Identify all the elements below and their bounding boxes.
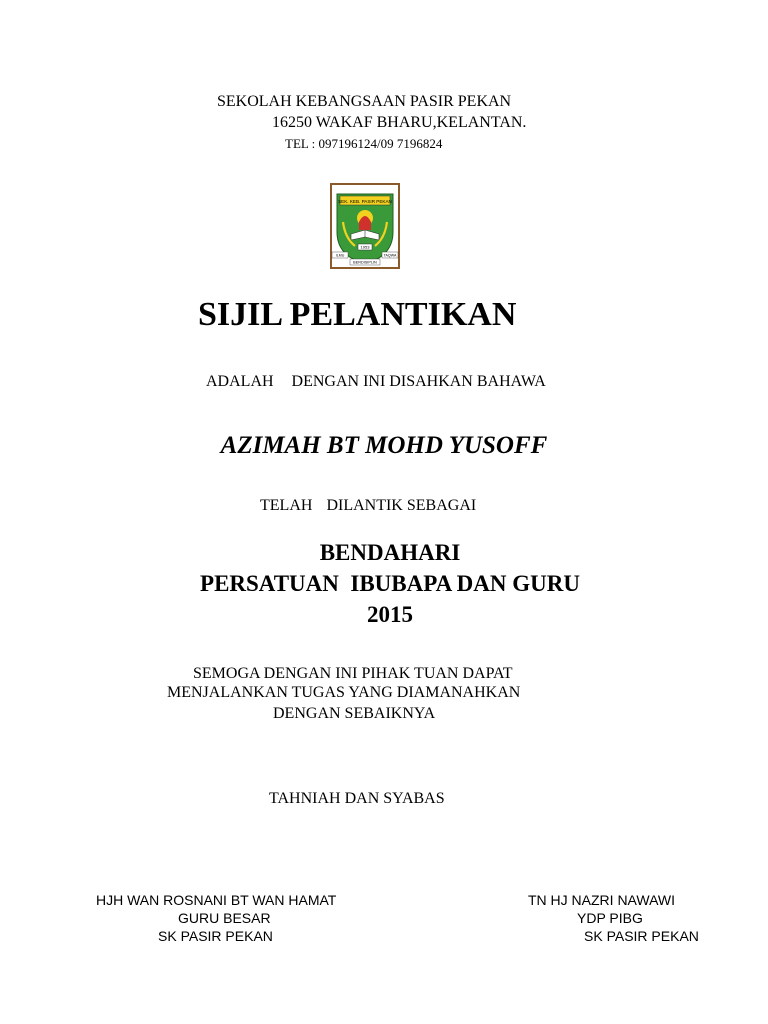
message-line-2: MENJALANKAN TUGAS YANG DIAMANAHKAN xyxy=(167,684,521,701)
crest-banner-text: SEK. KEB. PASIR PEKAN xyxy=(338,199,392,204)
position-year: 2015 xyxy=(367,602,413,627)
position-title: BENDAHARI xyxy=(319,540,461,565)
appointed-phrase: DILANTIK SEBAGAI xyxy=(326,497,477,514)
position-organization: PERSATUAN IBUBAPA DAN GURU xyxy=(200,571,580,596)
message-line-1: SEMOGA DENGAN INI PIHAK TUAN DAPAT xyxy=(193,665,513,682)
certification-statement xyxy=(206,373,546,391)
crest-year: 1953 xyxy=(360,244,370,250)
telah-word: TELAH xyxy=(260,497,313,514)
crest-right-ribbon: TAQWA xyxy=(383,253,397,258)
appointed-as-statement xyxy=(260,497,476,515)
school-address: 16250 WAKAF BHARU,KELANTAN. xyxy=(272,114,527,131)
right-signatory-name: TN HJ NAZRI NAWAWI xyxy=(528,892,675,908)
crest-motto: BERDISIPLIN xyxy=(353,260,377,265)
left-signatory-name: HJH WAN ROSNANI BT WAN HAMAT xyxy=(96,892,337,908)
certificate-title: SIJIL PELANTIKAN xyxy=(198,296,517,333)
right-signatory-org: SK PASIR PEKAN xyxy=(584,928,699,944)
congratulations-text: TAHNIAH DAN SYABAS xyxy=(269,790,445,807)
message-line-3: DENGAN SEBAIKNYA xyxy=(273,705,436,722)
recipient-name: AZIMAH BT MOHD YUSOFF xyxy=(220,432,548,459)
school-name: SEKOLAH KEBANGSAAN PASIR PEKAN xyxy=(217,93,512,110)
right-signatory-role: YDP PIBG xyxy=(577,910,643,926)
school-crest-logo xyxy=(329,182,401,270)
certified-phrase: DENGAN INI DISAHKAN BAHAWA xyxy=(291,373,546,390)
school-telephone: TEL : 097196124/09 7196824 xyxy=(285,136,443,151)
left-signatory-role: GURU BESAR xyxy=(178,910,271,926)
left-signatory-org: SK PASIR PEKAN xyxy=(158,928,273,944)
crest-left-ribbon: ILMU xyxy=(335,253,345,258)
adalah-word: ADALAH xyxy=(206,373,274,390)
